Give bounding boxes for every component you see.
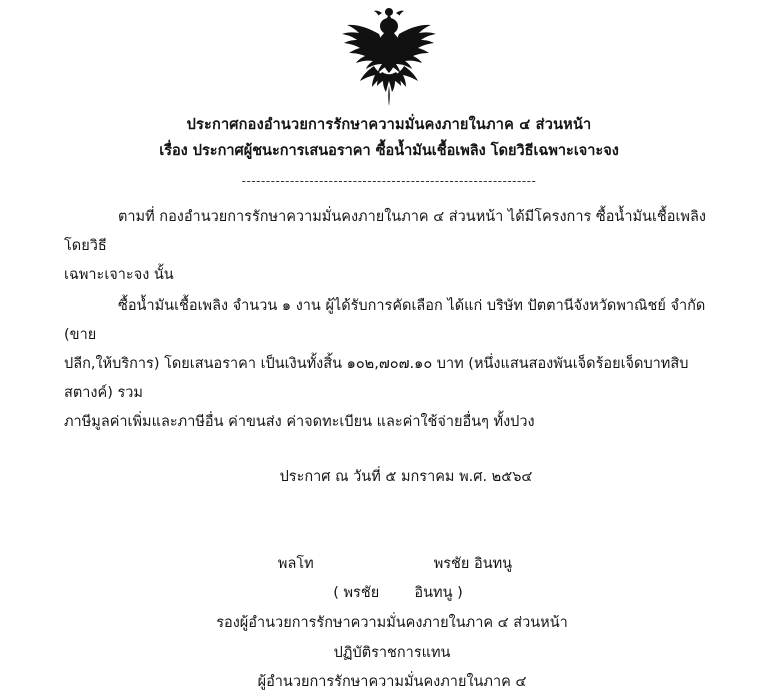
- announcement-date: ประกาศ ณ วันที่ ๕ มกราคม พ.ศ. ๒๕๖๔: [279, 468, 533, 485]
- paragraph-2: [64, 292, 714, 437]
- paragraph-1-line-1: ตามที่ กองอำนวยการรักษาความมั่นคงภายในภาค ๔ ส่วนหน้า ได้มีโครงการ ซื้อน้ำมันเชื้อเพลิง โดยวิธี: [64, 208, 706, 254]
- signature-rank: พลโท: [277, 555, 314, 572]
- paragraph-2-line-3: ภาษีมูลค่าเพิ่มและภาษีอื่น ค่าขนส่ง ค่าจดทะเบียน และค่าใช้จ่ายอื่นๆ ทั้งปวง: [64, 413, 535, 430]
- document-headings: [0, 114, 778, 163]
- signature-name: พรชัย อินทนู: [433, 555, 513, 572]
- signature-position-line-2: ปฏิบัติราชการแทน: [333, 644, 451, 661]
- emblem-container: [0, 0, 778, 112]
- garuda-emblem: [330, 6, 448, 110]
- paragraph-1-line-2: เฉพาะเจาะจง นั้น: [64, 266, 174, 283]
- signature-paren-row: [0, 579, 778, 609]
- document-body: [64, 203, 714, 437]
- signature-position-line-1: รองผู้อำนวยการรักษาความมั่นคงภายในภาค ๔ ส่วนหน้า: [216, 615, 568, 631]
- page-title: ประกาศกองอำนวยการรักษาความมั่นคงภายในภาค ๔ ส่วนหน้า: [186, 117, 592, 133]
- paragraph-2-line-1: ซื้อน้ำมันเชื้อเพลิง จำนวน ๑ งาน ผู้ได้รับการคัดเลือก ได้แก่ บริษัท ปัตตานีจังหวัดพาณิชย์ จำกัด (ขาย: [64, 297, 706, 343]
- signature-position-line-3: ผู้อำนวยการรักษาความมั่นคงภายในภาค ๔: [257, 674, 527, 691]
- paragraph-1: [64, 203, 714, 290]
- page-subtitle: เรื่อง ประกาศผู้ชนะการเสนอราคา ซื้อน้ำมันเชื้อเพลิง โดยวิธีเฉพาะเจาะจง: [159, 143, 619, 160]
- divider: -------------------------------------------------------------: [241, 175, 537, 189]
- signature-paren-left: ( พรชัย: [333, 585, 380, 602]
- signature-paren-right: อินทนู ): [414, 585, 463, 602]
- signature-block: [0, 550, 778, 698]
- signature-rank-row: [0, 550, 778, 580]
- paragraph-2-line-2: ปลีก,ให้บริการ) โดยเสนอราคา เป็นเงินทั้งสิ้น ๑๐๒,๗๐๗.๑๐ บาท (หนึ่งแสนสองพันเจ็ดร้อยเจ็ดบาทสิบสตางค์) รวม: [64, 355, 689, 401]
